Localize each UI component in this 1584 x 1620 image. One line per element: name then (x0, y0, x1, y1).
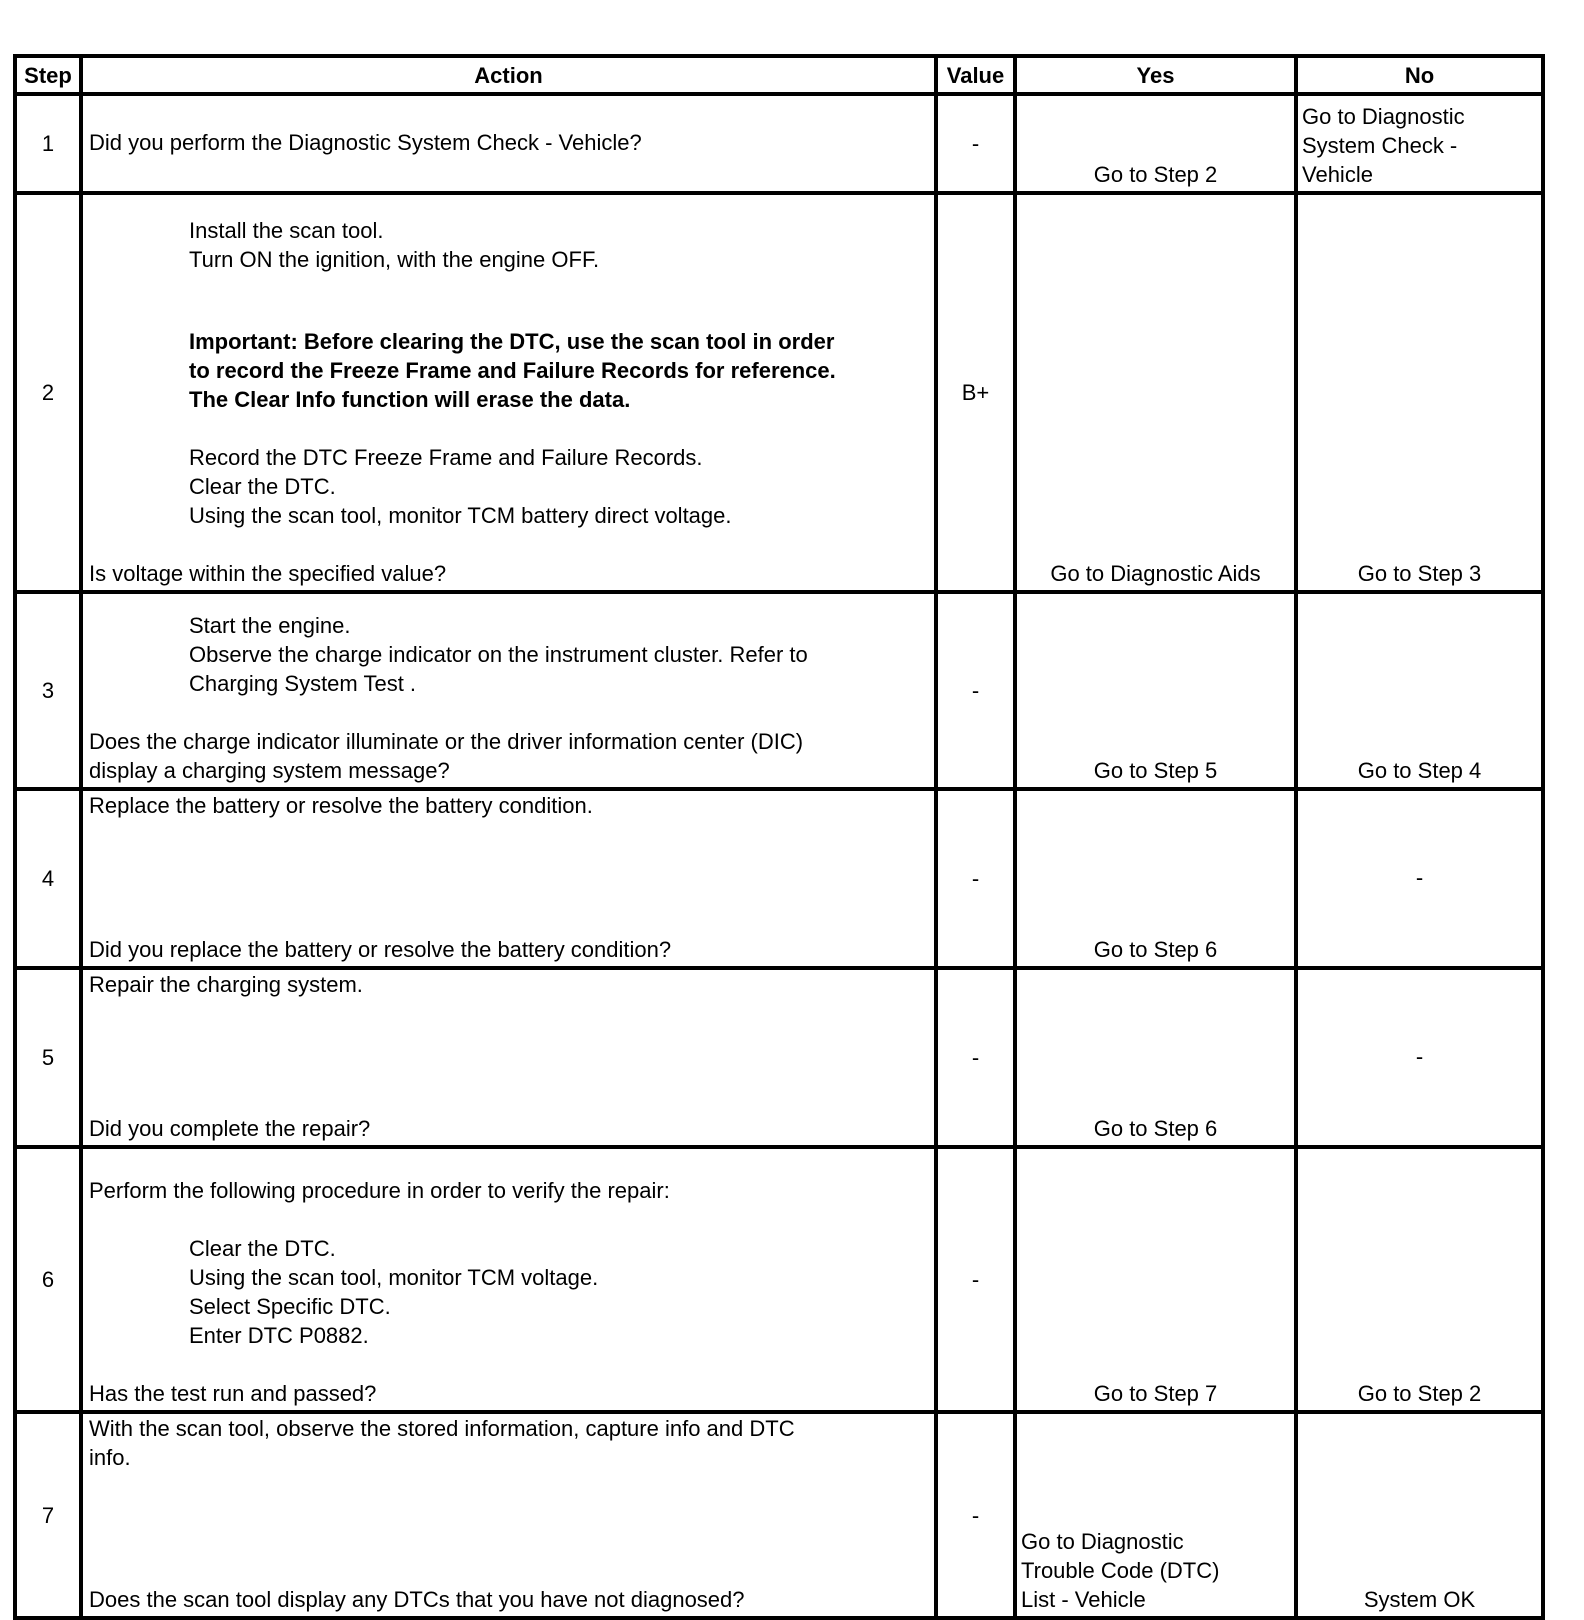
instruction-line: Repair the charging system. (89, 972, 363, 997)
no-line: Vehicle (1302, 162, 1373, 187)
instruction-line: Replace the battery or resolve the battery condition. (89, 793, 593, 818)
action-cell (83, 970, 938, 1149)
table-row-step-5 (17, 970, 1545, 1149)
value-cell: - (938, 1149, 1017, 1414)
instruction-line: Clear the DTC. (189, 1236, 336, 1261)
header-no: No (1298, 58, 1545, 96)
yes-line: Go to Diagnostic (1021, 1529, 1184, 1554)
yes-line: Trouble Code (DTC) (1021, 1558, 1220, 1583)
yes-cell: Go to Step 2 (1017, 96, 1298, 195)
table-row-step-2 (17, 195, 1545, 594)
question-text: Did you complete the repair? (89, 1116, 371, 1141)
value-cell: - (938, 1414, 1017, 1620)
header-value: Value (938, 58, 1017, 96)
value-cell: - (938, 594, 1017, 791)
question-text: Has the test run and passed? (89, 1381, 377, 1406)
no-cell: System OK (1298, 1414, 1545, 1620)
table-row-step-3 (17, 594, 1545, 791)
step-number: 6 (17, 1149, 83, 1414)
no-cell (1298, 96, 1545, 195)
instruction-line: Charging System Test . (189, 671, 417, 696)
instruction-line: Observe the charge indicator on the instrument cluster. Refer to (189, 642, 808, 667)
action-cell (83, 195, 938, 594)
important-line: to record the Freeze Frame and Failure Records for reference. (189, 358, 836, 383)
instruction-line: Record the DTC Freeze Frame and Failure Records. (189, 445, 703, 470)
step-number: 2 (17, 195, 83, 594)
yes-cell: Go to Step 7 (1017, 1149, 1298, 1414)
no-cell: Go to Step 3 (1298, 195, 1545, 594)
step-number: 5 (17, 970, 83, 1149)
action-cell (83, 1149, 938, 1414)
yes-cell: Go to Diagnostic Aids (1017, 195, 1298, 594)
value-cell: - (938, 96, 1017, 195)
action-cell (83, 594, 938, 791)
header-action: Action (83, 58, 938, 96)
instruction-line: info. (89, 1445, 131, 1470)
question-text: display a charging system message? (89, 758, 450, 783)
no-cell: Go to Step 2 (1298, 1149, 1545, 1414)
step-number: 1 (17, 96, 83, 195)
instruction-line: Start the engine. (189, 613, 351, 638)
instruction-line: Install the scan tool. (189, 218, 384, 243)
question-text: Did you replace the battery or resolve the battery condition? (89, 937, 672, 962)
no-cell: - (1298, 970, 1545, 1149)
instruction-line: Using the scan tool, monitor TCM voltage. (189, 1265, 599, 1290)
question-text: Does the scan tool display any DTCs that you have not diagnosed? (89, 1587, 745, 1612)
header-row (17, 58, 1545, 96)
instruction-line: Enter DTC P0882. (189, 1323, 369, 1348)
action-cell (83, 1414, 938, 1620)
instruction-line: With the scan tool, observe the stored information, capture info and DTC (89, 1416, 795, 1441)
header-step: Step (17, 58, 83, 96)
table-row-step-6 (17, 1149, 1545, 1414)
step-number: 7 (17, 1414, 83, 1620)
no-cell: - (1298, 791, 1545, 970)
yes-cell: Go to Step 6 (1017, 970, 1298, 1149)
diagnostic-table (13, 54, 1545, 1620)
important-line: The Clear Info function will erase the data. (189, 387, 631, 412)
instruction-line: Turn ON the ignition, with the engine OFF. (189, 247, 600, 272)
yes-cell: Go to Step 6 (1017, 791, 1298, 970)
action-cell (83, 791, 938, 970)
value-cell: B+ (938, 195, 1017, 594)
yes-cell: Go to Step 5 (1017, 594, 1298, 791)
intro-line: Perform the following procedure in order to verify the repair: (89, 1178, 670, 1203)
table-row-step-7 (17, 1414, 1545, 1620)
no-cell: Go to Step 4 (1298, 594, 1545, 791)
question-text: Did you perform the Diagnostic System Check - Vehicle? (89, 130, 642, 155)
table-row-step-4 (17, 791, 1545, 970)
action-cell (83, 96, 938, 195)
no-line: Go to Diagnostic (1302, 104, 1465, 129)
step-number: 4 (17, 791, 83, 970)
table-row-step-1 (17, 96, 1545, 195)
value-cell: - (938, 791, 1017, 970)
yes-cell (1017, 1414, 1298, 1620)
question-text: Does the charge indicator illuminate or the driver information center (DIC) (89, 729, 804, 754)
instruction-line: Using the scan tool, monitor TCM battery direct voltage. (189, 503, 732, 528)
step-number: 3 (17, 594, 83, 791)
instruction-line: Select Specific DTC. (189, 1294, 391, 1319)
instruction-line: Clear the DTC. (189, 474, 336, 499)
no-line: System Check - (1302, 133, 1458, 158)
header-yes: Yes (1017, 58, 1298, 96)
yes-line: List - Vehicle (1021, 1587, 1146, 1612)
value-cell: - (938, 970, 1017, 1149)
question-text: Is voltage within the specified value? (89, 561, 447, 586)
important-line: Important: Before clearing the DTC, use the scan tool in order (189, 329, 835, 354)
